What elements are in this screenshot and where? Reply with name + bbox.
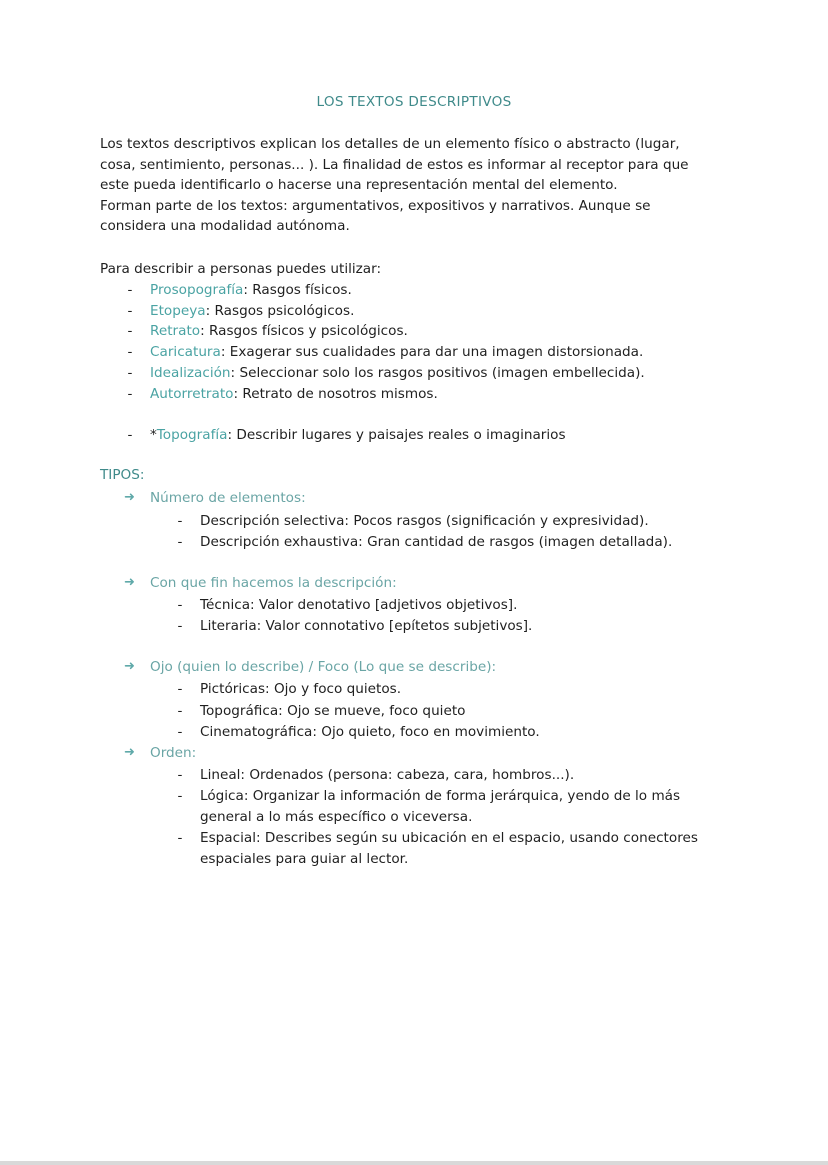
personas-intro: Para describir a personas puedes utilizar: <box>100 261 382 277</box>
dash-bullet: - <box>177 788 183 804</box>
item-text: Literaria: Valor connotativo [epítetos subjetivos]. <box>200 618 533 634</box>
page-bottom-divider <box>0 1161 828 1165</box>
dash-bullet: - <box>177 534 183 550</box>
tipos-heading: TIPOS: <box>100 467 145 483</box>
dash-bullet: - <box>177 513 183 529</box>
dash-bullet: - <box>127 386 133 402</box>
term: Etopeya <box>150 303 206 319</box>
intro-paragraph <box>100 134 740 237</box>
section-title: Ojo (quien lo describe) / Foco (Lo que se describe): <box>150 659 497 675</box>
intro-line: cosa, sentimiento, personas... ). La finalidad de estos es informar al receptor para que <box>100 156 689 173</box>
term-desc: : Exagerar sus cualidades para dar una imagen distorsionada. <box>220 344 644 360</box>
item-text: Descripción selectiva: Pocos rasgos (significación y expresividad). <box>200 513 649 529</box>
term-desc: : Describir lugares y paisajes reales o imaginarios <box>227 427 566 443</box>
dash-bullet: - <box>127 365 133 381</box>
dash-bullet: - <box>127 323 133 339</box>
term: Idealización <box>150 365 231 381</box>
asterisk: * <box>150 427 157 443</box>
dash-bullet: - <box>177 681 183 697</box>
term-desc: : Seleccionar solo los rasgos positivos (imagen embellecida). <box>230 365 645 381</box>
item-text: Técnica: Valor denotativo [adjetivos objetivos]. <box>200 597 518 613</box>
item-continuation: espaciales para guiar al lector. <box>200 851 409 867</box>
arrow-icon: ➜ <box>124 659 135 674</box>
intro-line: Forman parte de los textos: argumentativos, expositivos y narrativos. Aunque se <box>100 197 651 214</box>
item-text: Lineal: Ordenados (persona: cabeza, cara, hombros...). <box>200 767 575 783</box>
term: Topografía <box>156 427 228 443</box>
dash-bullet: - <box>177 597 183 613</box>
item-text: Descripción exhaustiva: Gran cantidad de rasgos (imagen detallada). <box>200 534 673 550</box>
dash-bullet: - <box>127 303 133 319</box>
dash-bullet: - <box>127 282 133 298</box>
section-title: Número de elementos: <box>150 490 306 506</box>
dash-bullet: - <box>127 427 133 443</box>
arrow-icon: ➜ <box>124 745 135 760</box>
item-text: Cinematográfica: Ojo quieto, foco en movimiento. <box>200 724 540 740</box>
dash-bullet: - <box>177 618 183 634</box>
dash-bullet: - <box>177 767 183 783</box>
section-title: Orden: <box>150 745 197 761</box>
term: Autorretrato <box>150 386 234 402</box>
page-title: LOS TEXTOS DESCRIPTIVOS <box>316 94 512 110</box>
item-text: Espacial: Describes según su ubicación en el espacio, usando conectores <box>200 830 698 846</box>
intro-line: Los textos descriptivos explican los detalles de un elemento físico o abstracto (lugar, <box>100 136 680 152</box>
term-desc: : Rasgos físicos y psicológicos. <box>200 323 408 339</box>
term-desc: : Rasgos psicológicos. <box>205 303 355 319</box>
item-continuation: general a lo más específico o viceversa. <box>200 809 473 825</box>
item-text: Topográfica: Ojo se mueve, foco quieto <box>200 703 466 719</box>
arrow-icon: ➜ <box>124 490 135 505</box>
term: Retrato <box>150 323 201 339</box>
term-desc: : Rasgos físicos. <box>243 282 352 298</box>
dash-bullet: - <box>177 724 183 740</box>
section-title: Con que fin hacemos la descripción: <box>150 575 397 591</box>
arrow-icon: ➜ <box>124 575 135 590</box>
item-text: Pictóricas: Ojo y foco quietos. <box>200 681 402 697</box>
term: Caricatura <box>150 344 221 360</box>
item-text: Lógica: Organizar la información de forma jerárquica, yendo de lo más <box>200 788 681 804</box>
term-desc: : Retrato de nosotros mismos. <box>233 386 438 402</box>
dash-bullet: - <box>177 703 183 719</box>
intro-line: considera una modalidad autónoma. <box>100 218 350 235</box>
dash-bullet: - <box>127 344 133 360</box>
dash-bullet: - <box>177 830 183 846</box>
term: Prosopografía <box>150 282 244 298</box>
intro-line: este pueda identificarlo o hacerse una representación mental del elemento. <box>100 177 618 194</box>
